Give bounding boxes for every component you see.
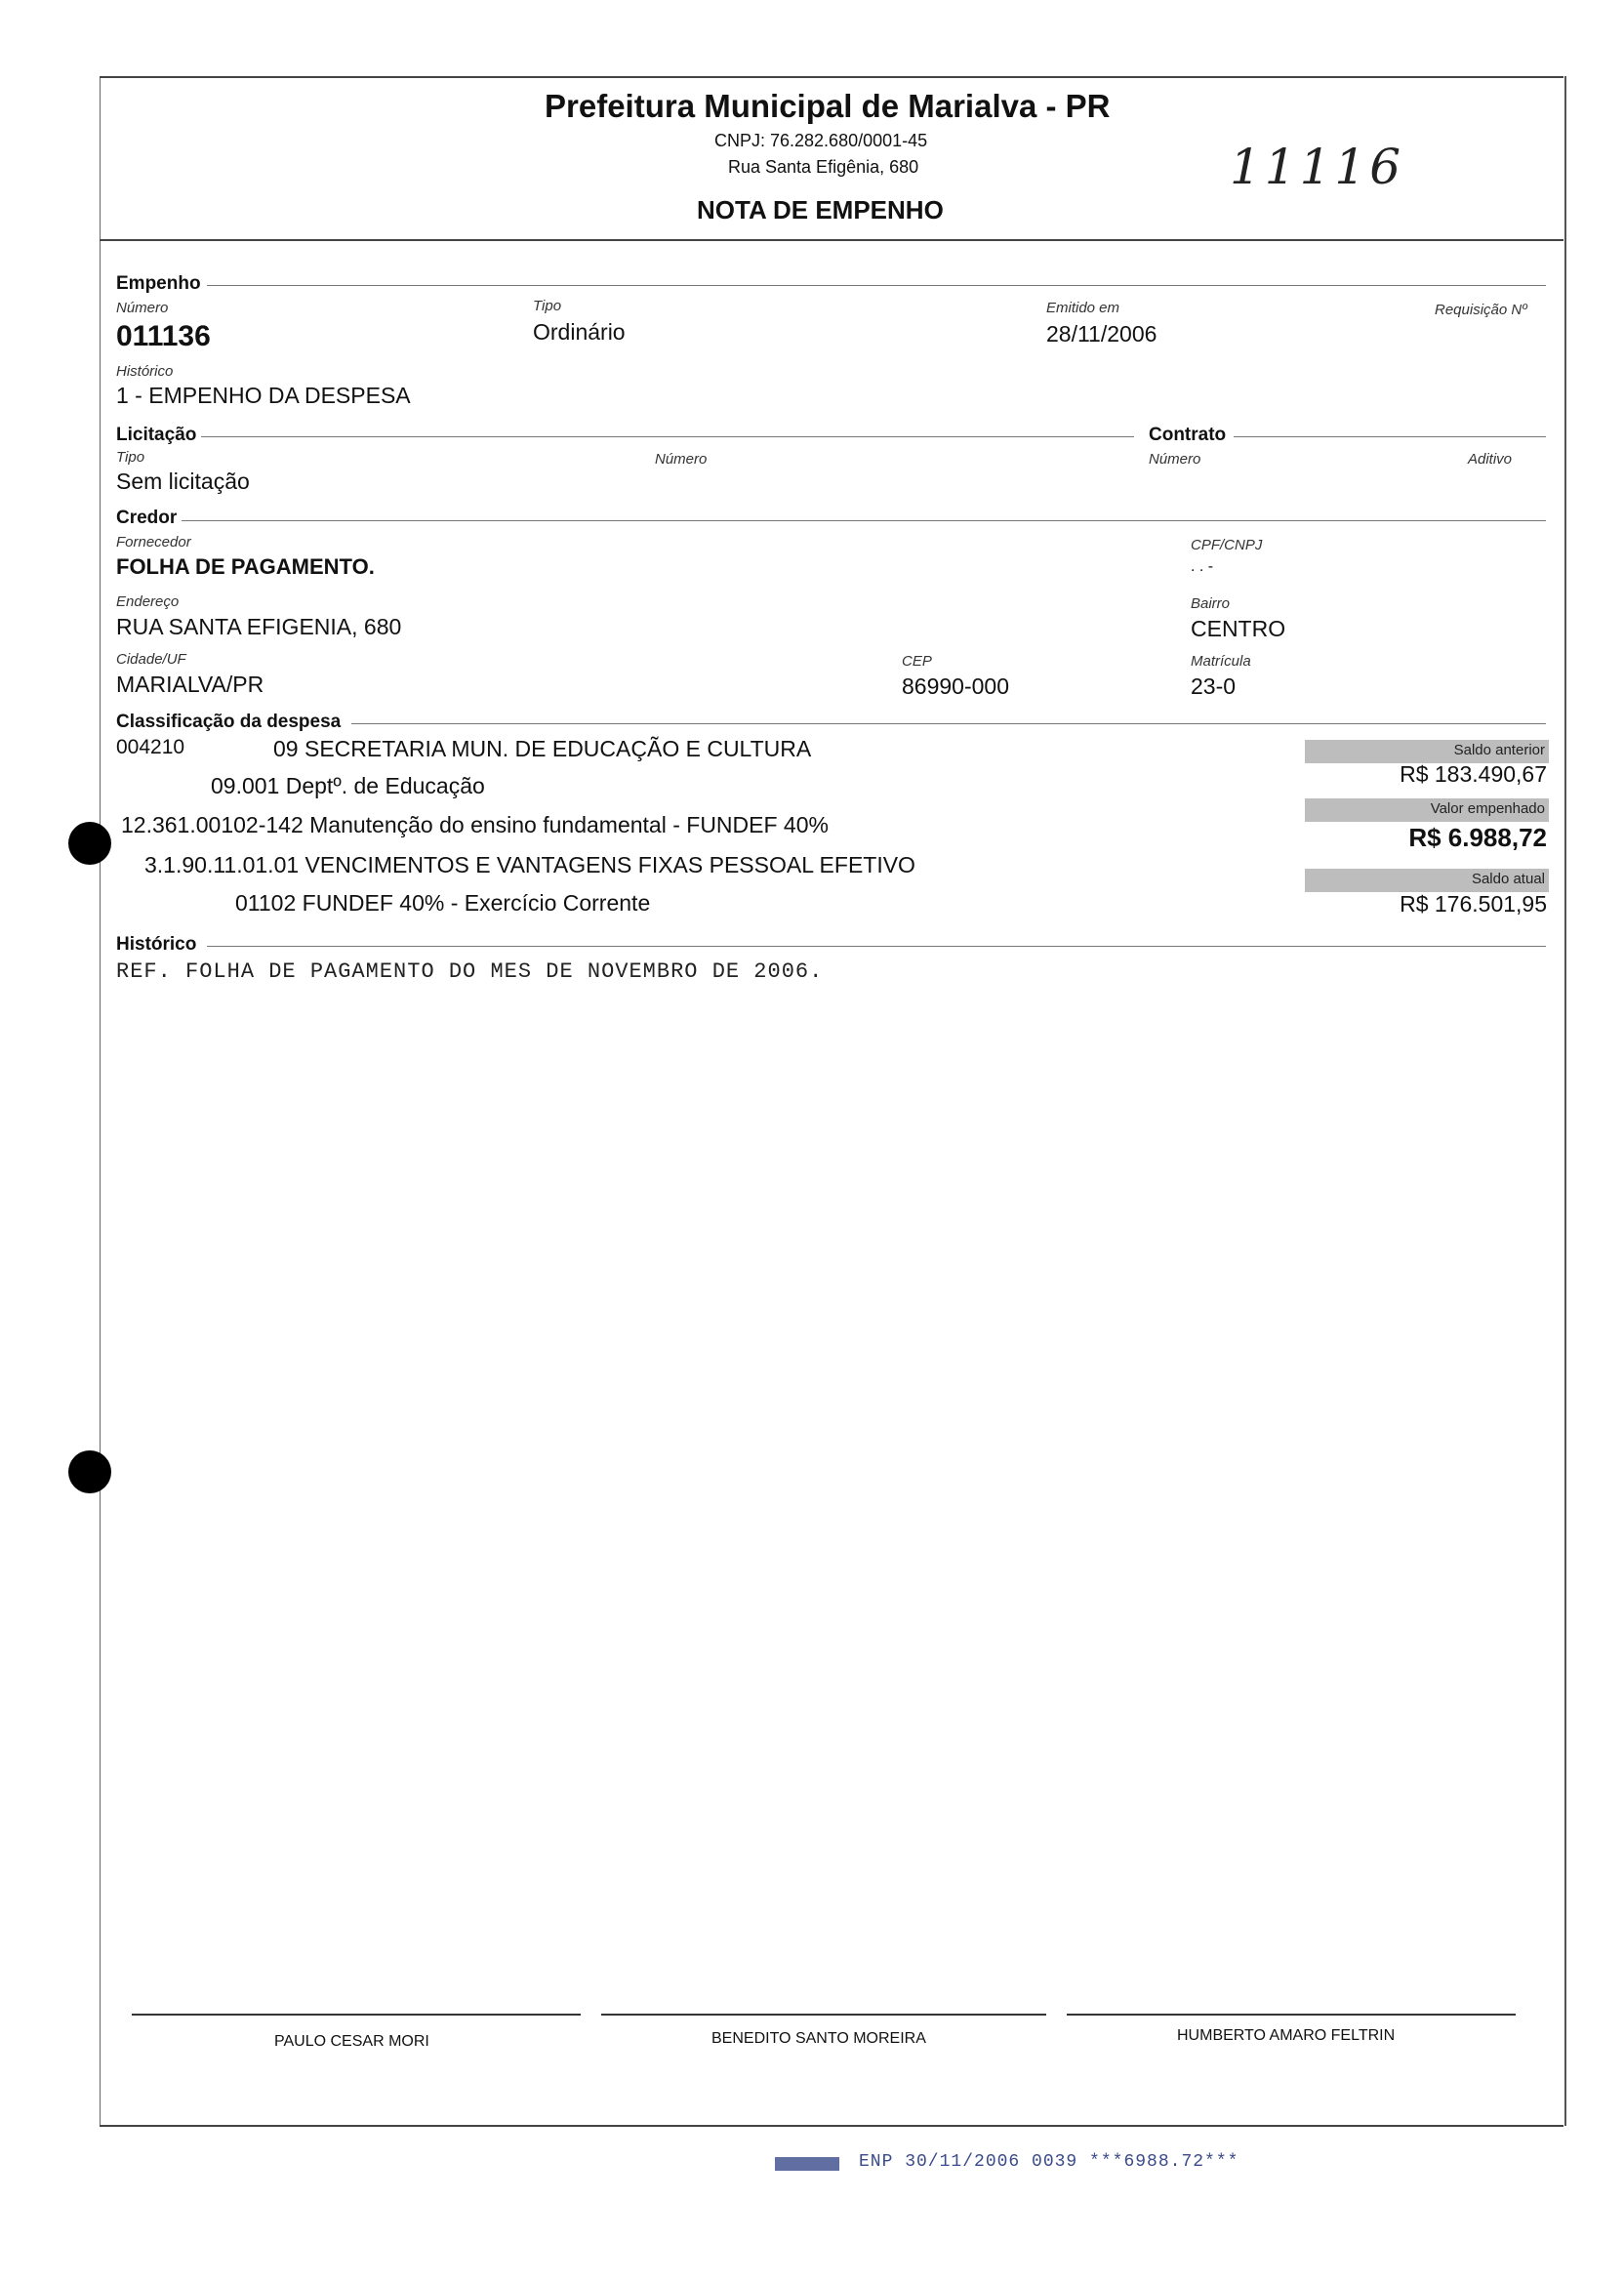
historico-label: Histórico: [116, 363, 174, 380]
signature-line: [1067, 2014, 1516, 2016]
saldo-atual: R$ 176.501,95: [1400, 891, 1547, 917]
header-divider: [100, 239, 1563, 241]
punch-hole-icon: [68, 822, 111, 865]
header-address: Rua Santa Efigênia, 680: [728, 157, 919, 177]
endereco-label: Endereço: [116, 593, 180, 610]
licitacao-tipo: Sem licitação: [116, 469, 250, 494]
contrato-numero-label: Número: [1149, 451, 1201, 468]
licitacao-tipo-label: Tipo: [116, 449, 145, 466]
divider: [201, 436, 1134, 437]
valor-empenhado: R$ 6.988,72: [1408, 823, 1547, 852]
bairro-label: Bairro: [1191, 595, 1231, 612]
classificacao-funcional: 12.361.00102-142 Manutenção do ensino fundamental - FUNDEF 40%: [121, 812, 829, 837]
classificacao-orgao: 09 SECRETARIA MUN. DE EDUCAÇÃO E CULTURA: [273, 736, 812, 761]
numero-label: Número: [116, 300, 169, 316]
signature-line: [132, 2014, 581, 2016]
header-cnpj: CNPJ: 76.282.680/0001-45: [714, 131, 928, 150]
classificacao-fonte: 01102 FUNDEF 40% - Exercício Corrente: [235, 890, 651, 916]
empenho-tipo: Ordinário: [533, 319, 626, 345]
valor-empenhado-label: Valor empenhado: [1430, 800, 1545, 817]
classificacao-elemento: 3.1.90.11.01.01 VENCIMENTOS E VANTAGENS FIXAS PESSOAL EFETIVO: [144, 852, 915, 877]
fornecedor-label: Fornecedor: [116, 534, 191, 550]
empenho-numero: 011136: [116, 320, 211, 352]
cep: 86990-000: [902, 673, 1009, 699]
header-title: Prefeitura Municipal de Marialva - PR: [545, 88, 1111, 124]
signature-name-1: PAULO CESAR MORI: [274, 2033, 429, 2050]
doc-title: NOTA DE EMPENHO: [697, 195, 944, 224]
divider: [351, 723, 1546, 724]
classificacao-code: 004210: [116, 736, 185, 758]
licitacao-numero-label: Número: [655, 451, 708, 468]
saldo-anterior-box: [1305, 740, 1549, 763]
bottom-border: [100, 2125, 1563, 2127]
cidade: MARIALVA/PR: [116, 672, 264, 697]
emitido-label: Emitido em: [1046, 300, 1120, 316]
section-licitacao: Licitação: [116, 425, 197, 445]
fornecedor: FOLHA DE PAGAMENTO.: [116, 554, 375, 579]
divider: [1234, 436, 1546, 437]
cpf-label: CPF/CNPJ: [1191, 537, 1263, 553]
stamp-mark-icon: [775, 2157, 839, 2171]
section-empenho: Empenho: [116, 273, 201, 294]
historico-text: REF. FOLHA DE PAGAMENTO DO MES DE NOVEMBRO DE 2006.: [116, 959, 824, 984]
divider: [207, 946, 1546, 947]
section-historico: Histórico: [116, 934, 197, 955]
saldo-anterior: R$ 183.490,67: [1400, 761, 1547, 787]
bairro: CENTRO: [1191, 616, 1286, 641]
cep-label: CEP: [902, 653, 932, 670]
section-contrato: Contrato: [1149, 425, 1227, 445]
section-credor: Credor: [116, 508, 178, 528]
divider: [207, 285, 1546, 286]
classificacao-unidade: 09.001 Deptº. de Educação: [211, 773, 485, 798]
matricula-label: Matrícula: [1191, 653, 1251, 670]
requisicao-label: Requisição Nº: [1435, 302, 1527, 318]
saldo-atual-label: Saldo atual: [1471, 871, 1545, 887]
handwritten-number: 11116: [1230, 139, 1405, 195]
saldo-atual-box: [1305, 869, 1549, 892]
endereco: RUA SANTA EFIGENIA, 680: [116, 614, 402, 639]
contrato-aditivo-label: Aditivo: [1468, 451, 1513, 468]
tipo-label: Tipo: [533, 298, 562, 314]
punch-hole-icon: [68, 1450, 111, 1493]
top-border: [100, 76, 1563, 78]
valor-empenhado-box: [1305, 798, 1549, 822]
divider: [182, 520, 1546, 521]
emitido-date: 28/11/2006: [1046, 321, 1157, 347]
empenho-historico: 1 - EMPENHO DA DESPESA: [116, 383, 411, 408]
signature-line: [601, 2014, 1046, 2016]
saldo-anterior-label: Saldo anterior: [1453, 742, 1545, 758]
stamp-text: ENP 30/11/2006 0039 ***6988.72***: [859, 2152, 1239, 2172]
signature-name-2: BENEDITO SANTO MOREIRA: [711, 2030, 926, 2047]
matricula: 23-0: [1191, 673, 1237, 699]
cidade-label: Cidade/UF: [116, 651, 186, 668]
section-classificacao: Classificação da despesa: [116, 712, 342, 732]
cpf-value: . . -: [1191, 558, 1214, 575]
signature-name-3: HUMBERTO AMARO FELTRIN: [1177, 2027, 1396, 2044]
